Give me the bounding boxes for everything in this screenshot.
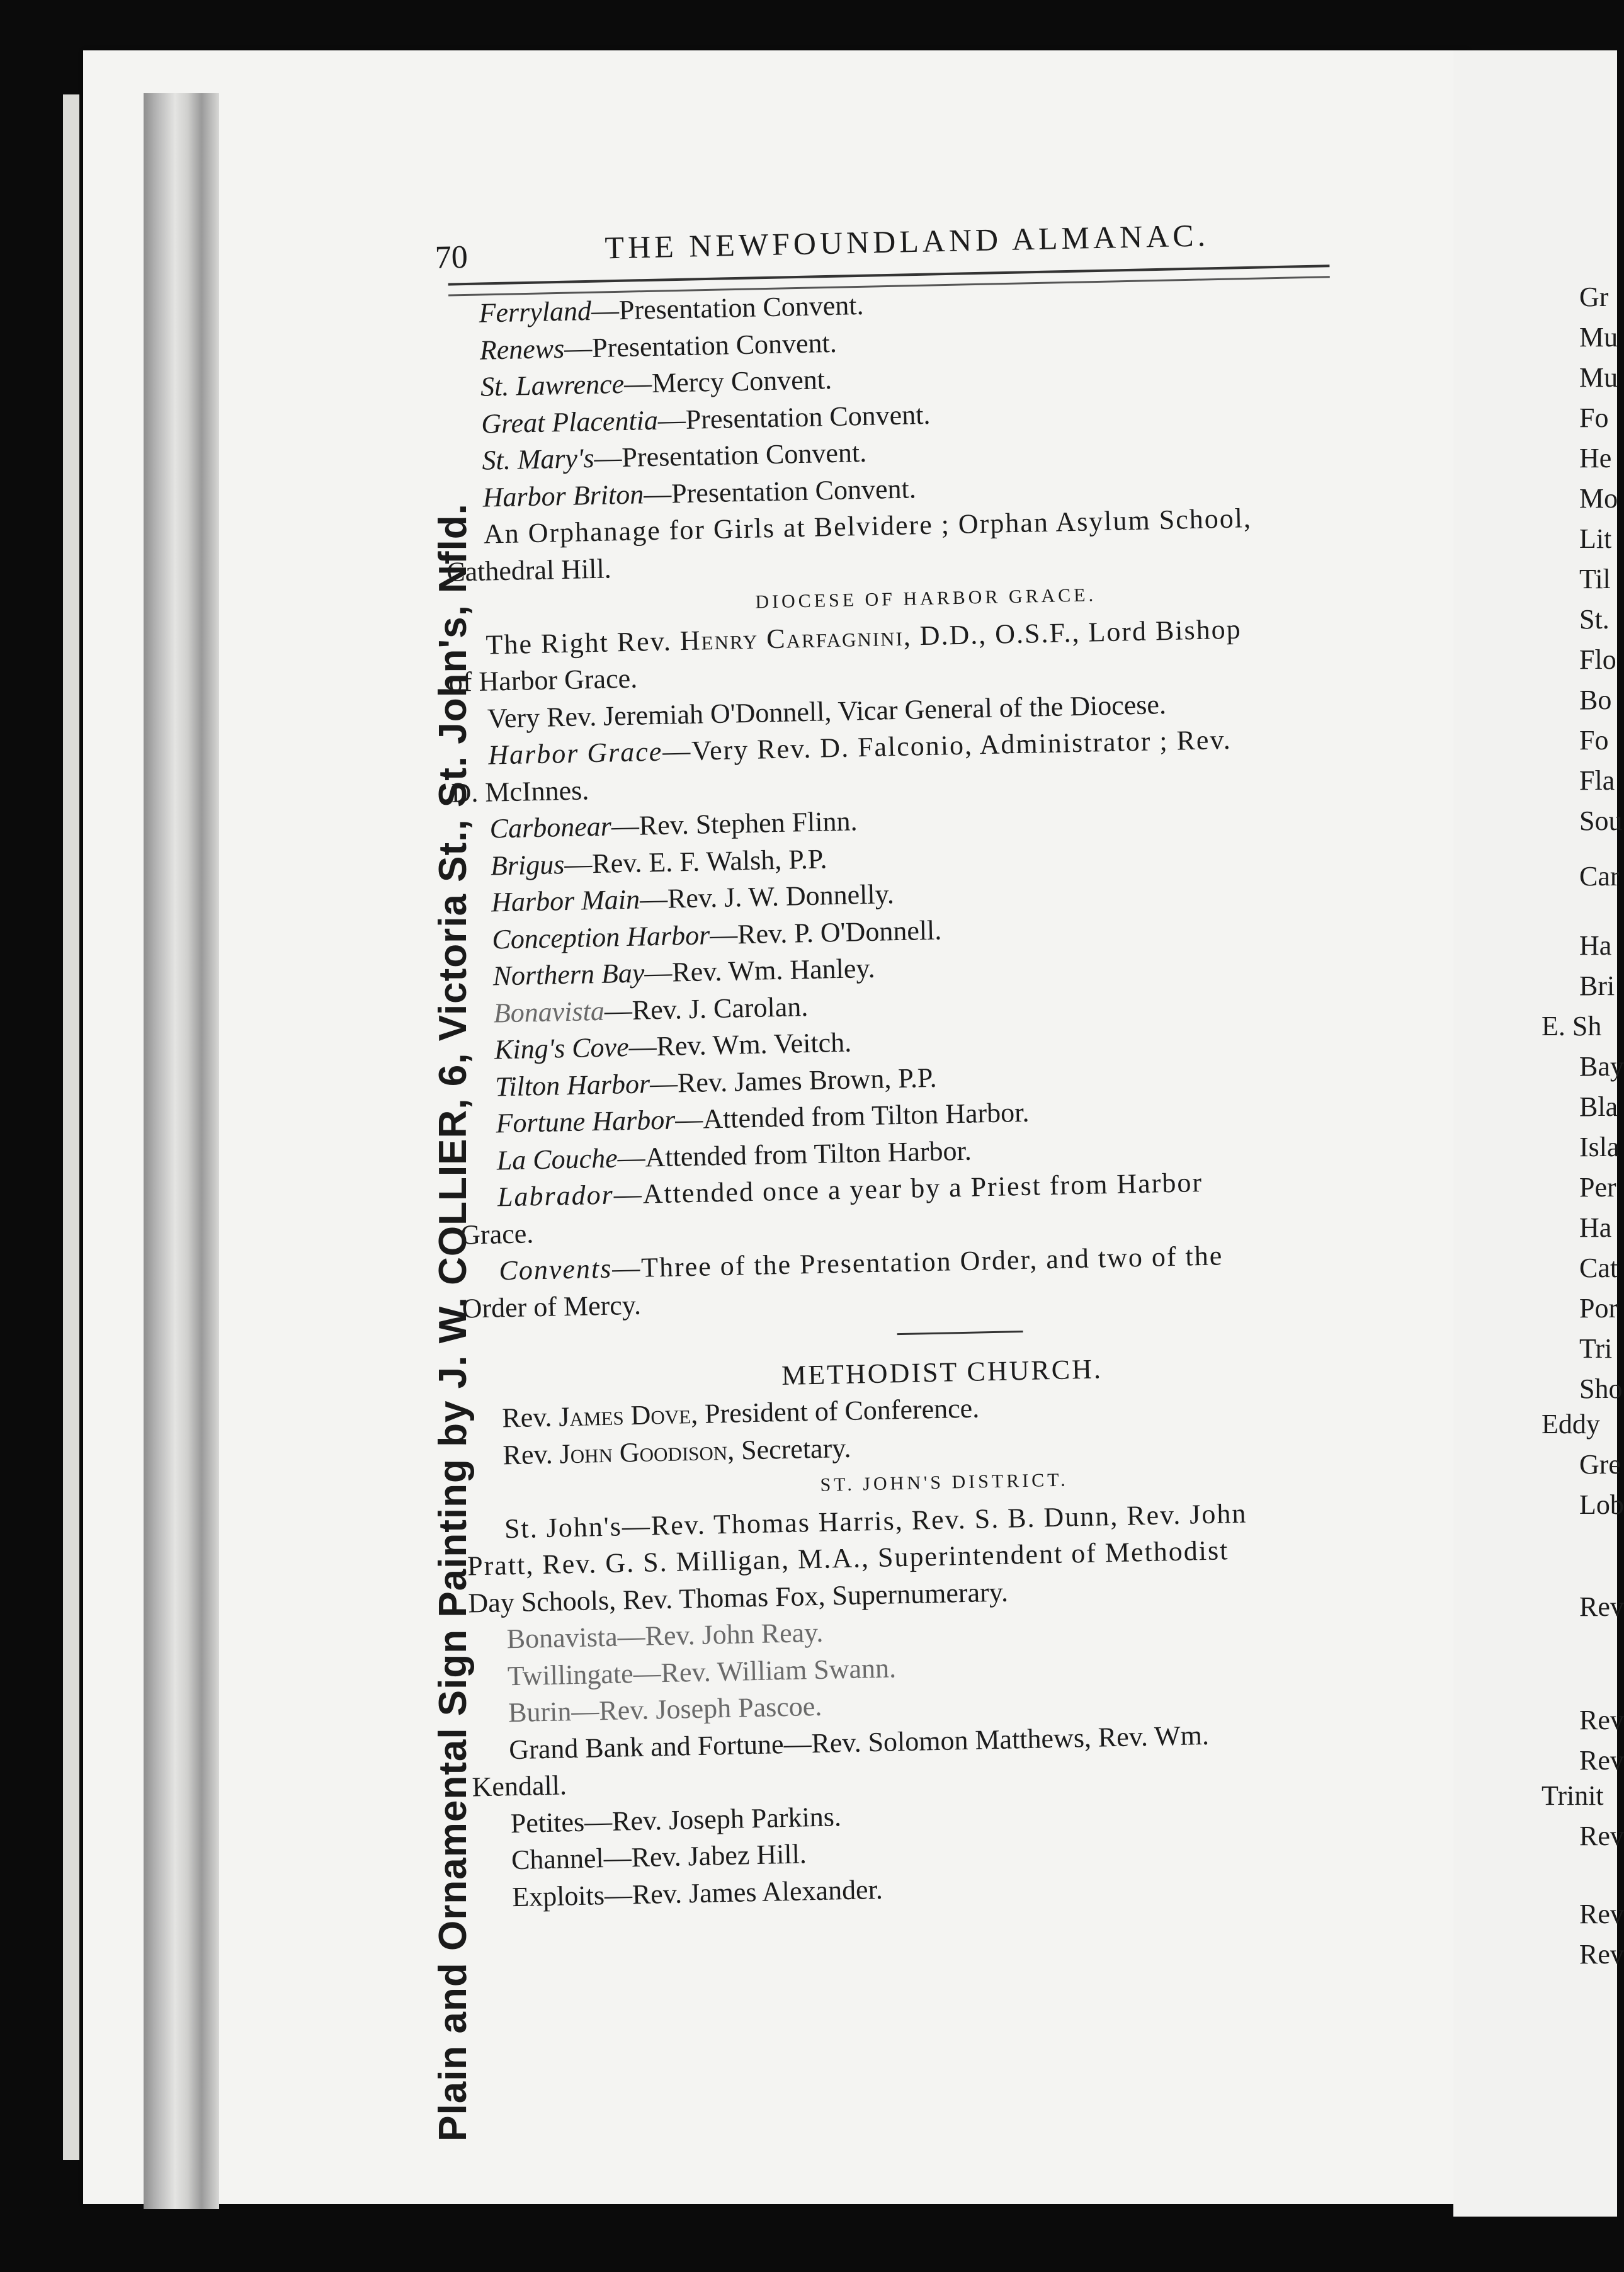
convent-entry: Great Placentia—Presentation Convent. <box>480 399 931 440</box>
fragment: Eddy <box>1542 1409 1600 1440</box>
convent-entry: St. Mary's—Presentation Convent. <box>481 436 867 476</box>
parish-entry: Carbonear—Rev. Stephen Flinn. <box>489 805 858 844</box>
fragment: Ha <box>1579 1212 1612 1243</box>
fragment: Rev <box>1579 1591 1624 1622</box>
fragment: Rev <box>1579 1705 1624 1735</box>
parish-entry-continued: D. McInnes. <box>451 774 589 809</box>
parish-entry: King's Cove—Rev. Wm. Veitch. <box>494 1026 852 1065</box>
fragment: Sou <box>1579 805 1623 836</box>
diocese-heading: DIOCESE OF HARBOR GRACE. <box>755 584 1097 613</box>
fragment: St. <box>1579 604 1610 635</box>
fragment: Per <box>1579 1172 1616 1203</box>
district-heading: ST. JOHN'S DISTRICT. <box>820 1469 1069 1496</box>
fragment: E. Sh <box>1542 1011 1602 1042</box>
fragment: Isla <box>1579 1132 1620 1162</box>
fragment: Bo <box>1579 684 1612 715</box>
page-edge <box>63 94 79 2160</box>
labrador-entry-continued: Grace. <box>460 1217 534 1251</box>
fragment: Mu <box>1579 322 1618 353</box>
fragment: Bla <box>1579 1091 1618 1122</box>
page-body <box>441 276 1432 1916</box>
parish-entry: Conception Harbor—Rev. P. O'Donnell. <box>491 914 942 955</box>
convents-note-continued: Order of Mercy. <box>462 1289 642 1324</box>
convents-note: Convents—Three of the Presentation Order, and two of the <box>498 1240 1224 1287</box>
orphanage-entry: An Orphanage for Girls at Belvidere ; Orphan Asylum School, <box>483 503 1252 550</box>
fragment: Mo <box>1579 483 1618 514</box>
binding-gutter <box>144 93 219 2209</box>
fragment: Til <box>1579 564 1611 594</box>
labrador-entry: Labrador—Attended once a year by a Priest from Harbor <box>497 1166 1203 1213</box>
fragment: Lob <box>1579 1489 1624 1520</box>
fragment: Car <box>1579 861 1620 892</box>
parish-entry: Northern Bay—Rev. Wm. Hanley. <box>492 952 875 992</box>
circuit-entry-continued: Day Schools, Rev. Thomas Fox, Supernumerary. <box>467 1576 1009 1619</box>
fragment: Rev <box>1579 1939 1624 1970</box>
circuit-entry: Twillingate—Rev. William Swann. <box>507 1652 897 1691</box>
circuit-entry: Grand Bank and Fortune—Rev. Solomon Matthews, Rev. Wm. <box>508 1719 1210 1765</box>
circuit-entry-continued: Pratt, Rev. G. S. Milligan, M.A., Superintendent of Methodist <box>467 1535 1229 1582</box>
fragment: Flo <box>1579 644 1616 675</box>
fragment: Fo <box>1579 402 1609 433</box>
fragment: Fo <box>1579 725 1609 756</box>
circuit-entry: Bonavista—Rev. John Reay. <box>506 1616 824 1655</box>
fragment: He <box>1579 443 1612 474</box>
convent-entry: Harbor Briton—Presentation Convent. <box>482 472 917 513</box>
fragment: Bri <box>1579 970 1615 1001</box>
bishop-entry-continued: of Harbor Grace. <box>448 662 638 698</box>
president-entry: Rev. James Dove, President of Conference. <box>501 1392 980 1434</box>
fragment: Por <box>1579 1293 1618 1324</box>
fragment: Lit <box>1579 523 1612 554</box>
bishop-entry: The Right Rev. Henry Carfagnini, D.D., O.S.F., Lord Bishop <box>485 613 1242 661</box>
fragment: Sho <box>1579 1373 1623 1404</box>
fragment: Gre <box>1579 1449 1621 1480</box>
running-title: THE NEWFOUNDLAND ALMANAC. <box>604 217 1210 266</box>
convent-entry: Ferryland—Presentation Convent. <box>479 289 864 329</box>
circuit-entry: Burin—Rev. Joseph Pascoe. <box>508 1690 822 1729</box>
parish-entry: Tilton Harbor—Rev. James Brown, P.P. <box>494 1062 937 1102</box>
vicar-general-entry: Very Rev. Jeremiah O'Donnell, Vicar General of the Diocese. <box>487 688 1167 734</box>
parish-entry: Harbor Main—Rev. J. W. Donnelly. <box>491 878 895 918</box>
parish-entry: Harbor Grace—Very Rev. D. Falconio, Administrator ; Rev. <box>487 724 1232 771</box>
circuit-entry: Channel—Rev. Jabez Hill. <box>511 1838 807 1876</box>
fragment: Fla <box>1579 765 1615 796</box>
convent-entry: Renews—Presentation Convent. <box>479 327 838 366</box>
fragment: Mu <box>1579 362 1618 393</box>
fragment: Cat <box>1579 1252 1618 1283</box>
parish-entry: Bonavista—Rev. J. Carolan. <box>493 991 809 1028</box>
circuit-entry-continued: Kendall. <box>472 1769 567 1803</box>
fragment: Trinit <box>1542 1780 1604 1811</box>
page-number: 70 <box>434 239 468 276</box>
methodist-heading: METHODIST CHURCH. <box>781 1353 1103 1391</box>
parish-entry: Fortune Harbor—Attended from Tilton Harbor. <box>496 1096 1030 1139</box>
fragment: Ha <box>1579 930 1612 961</box>
fragment: Bay <box>1579 1051 1624 1082</box>
fragment: Gr <box>1579 281 1609 312</box>
parish-entry: Brigus—Rev. E. F. Walsh, P.P. <box>490 843 827 882</box>
secretary-entry: Rev. John Goodison, Secretary. <box>503 1432 851 1470</box>
fragment: Rev <box>1579 1899 1624 1929</box>
fragment: Tri <box>1579 1333 1613 1364</box>
sidebar-advertisement: Plain and Ornamental Sign Painting by J. W. COLLIER, 6, Victoria St., St. John's, Nfld. <box>431 503 475 2142</box>
circuit-entry: St. John's—Rev. Thomas Harris, Rev. S. B. Dunn, Rev. John <box>504 1497 1247 1544</box>
orphanage-entry-continued: Cathedral Hill. <box>446 552 612 588</box>
parish-entry: La Couche—Attended from Tilton Harbor. <box>496 1135 972 1176</box>
fragment: Rev <box>1579 1820 1624 1851</box>
fragment: Rev <box>1579 1745 1624 1776</box>
circuit-entry: Exploits—Rev. James Alexander. <box>511 1873 883 1912</box>
circuit-entry: Petites—Rev. Joseph Parkins. <box>510 1800 842 1839</box>
convent-entry: St. Lawrence—Mercy Convent. <box>480 364 832 402</box>
